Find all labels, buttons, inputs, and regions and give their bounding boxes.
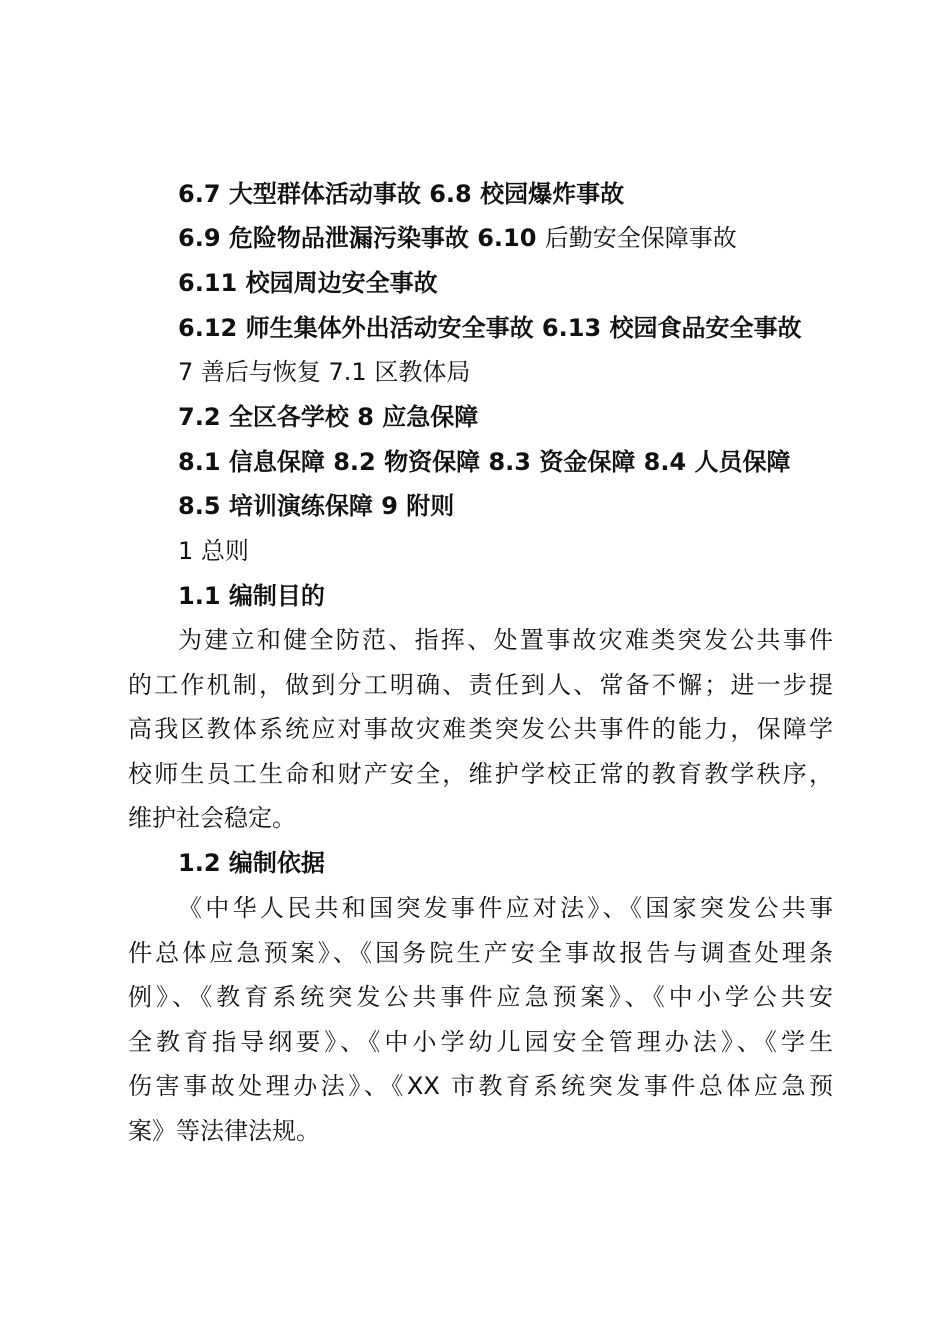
paragraph-1-2 bbox=[128, 886, 833, 1154]
toc-text: 8.5 培训演练保障 9 附则 bbox=[178, 492, 455, 520]
paragraph-line: 高我区教体系统应对事故灾难类突发公共事件的能力，保障学 bbox=[128, 715, 833, 744]
paragraph-line: 的工作机制，做到分工明确、责任到人、常备不懈；进一步提 bbox=[128, 670, 833, 699]
paragraph-line: 全教育指导纲要》、《中小学幼儿园安全管理办法》、《学生 bbox=[128, 1027, 833, 1056]
paragraph-line: 维护社会稳定。 bbox=[128, 804, 296, 833]
toc-line-6-9 bbox=[178, 216, 737, 261]
toc-text: 8.1 信息保障 8.2 物资保障 8.3 资金保障 8.4 人员保障 bbox=[178, 448, 791, 476]
toc-line-8-1 bbox=[178, 440, 791, 485]
section-heading-1-2: 1.2 编制依据 bbox=[178, 849, 325, 877]
toc-line-8-5 bbox=[178, 484, 454, 529]
toc-text: 7.2 全区各学校 8 应急保障 bbox=[178, 403, 479, 431]
paragraph-1-1 bbox=[128, 618, 833, 841]
toc-line-6-7 bbox=[178, 172, 624, 217]
paragraph-line: 校师生员工生命和财产安全，维护学校正常的教育教学秩序， bbox=[128, 759, 833, 788]
toc-line-1 bbox=[178, 529, 249, 574]
toc-line-6-12 bbox=[178, 306, 802, 351]
toc-text: 7 善后与恢复 7.1 区教体局 bbox=[178, 358, 471, 386]
toc-text: 6.11 校园周边安全事故 bbox=[178, 269, 438, 297]
toc-text: 1 总则 bbox=[178, 537, 249, 565]
paragraph-line: 伤害事故处理办法》、《XX 市教育系统突发事件总体应急预 bbox=[128, 1072, 833, 1101]
toc-text: 后勤安全保障事故 bbox=[544, 224, 737, 252]
section-heading-1-1: 1.1 编制目的 bbox=[178, 582, 325, 610]
paragraph-line: 例》、《教育系统突发公共事件应急预案》、《中小学公共安 bbox=[128, 983, 833, 1012]
toc-text: 6.9 危险物品泄漏污染事故 6.10 bbox=[178, 224, 545, 252]
toc-text: 6.7 大型群体活动事故 6.8 校园爆炸事故 bbox=[178, 180, 625, 208]
paragraph-line: 件总体应急预案》、《国务院生产安全事故报告与调查处理条 bbox=[128, 938, 833, 967]
paragraph-line: 《中华人民共和国突发事件应对法》、《国家突发公共事 bbox=[178, 894, 833, 922]
toc-text: 6.12 师生集体外出活动安全事故 6.13 校园食品安全事故 bbox=[178, 314, 802, 342]
paragraph-line: 为建立和健全防范、指挥、处置事故灾难类突发公共事件 bbox=[178, 626, 833, 654]
paragraph-line: 案》等法律法规。 bbox=[128, 1116, 320, 1145]
toc-line-6-11 bbox=[178, 261, 438, 306]
toc-line-7-2 bbox=[178, 395, 478, 440]
toc-line-7 bbox=[178, 350, 470, 395]
